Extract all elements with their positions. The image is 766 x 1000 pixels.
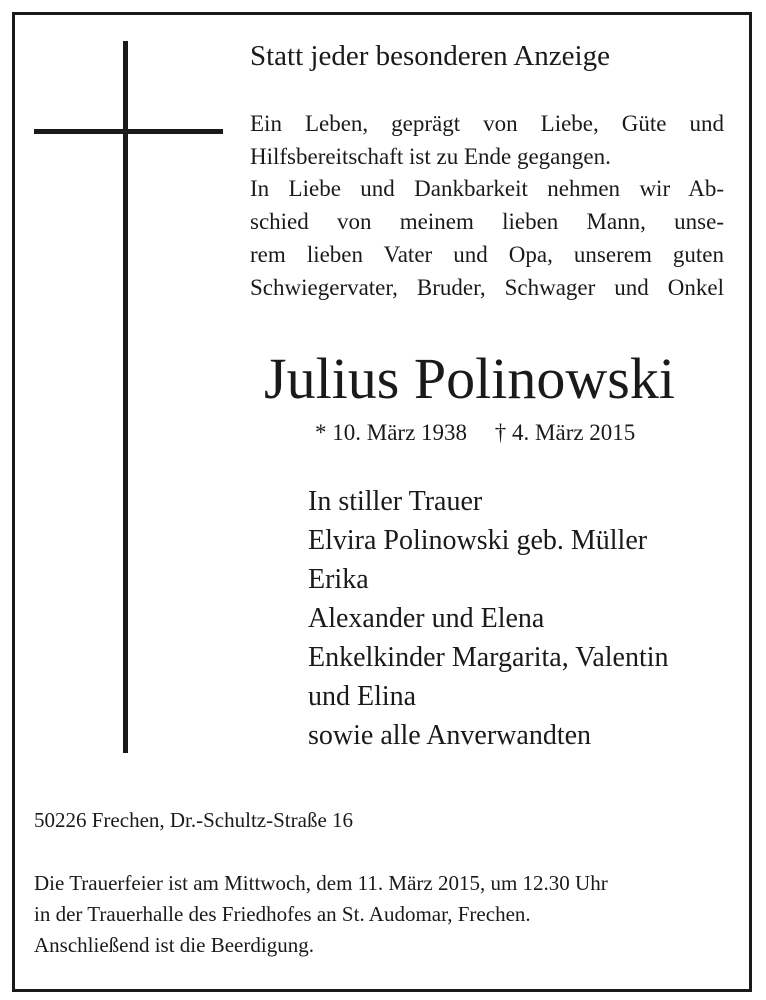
- mourners-line: Erika: [308, 564, 369, 595]
- intro-line: rem lieben Vater und Opa, unserem guten: [250, 241, 724, 267]
- mourners-line: sowie alle Anverwandten: [308, 720, 592, 751]
- mourners-list: [308, 482, 669, 755]
- notice-heading: Statt jeder besonderen Anzeige: [250, 40, 610, 72]
- family-address: 50226 Frechen, Dr.-Schultz-Straße 16: [34, 808, 354, 832]
- cross-icon-horizontal-bar: [34, 129, 223, 134]
- death-date: † 4. März 2015: [494, 420, 636, 445]
- mourners-line: Alexander und Elena: [308, 603, 545, 634]
- ceremony-line: in der Trauerhalle des Friedhofes an St. Audomar, Frechen.: [34, 902, 531, 926]
- cross-icon-vertical-bar: [123, 41, 128, 753]
- mourners-line: Enkelkinder Margarita, Valentin: [308, 642, 669, 673]
- mourners-line: und Elina: [308, 681, 417, 712]
- birth-date: * 10. März 1938: [315, 420, 468, 445]
- intro-line: Schwiegervater, Bruder, Schwager und Onkel: [250, 274, 724, 300]
- life-dates: [315, 418, 635, 448]
- intro-line: Hilfsbereitschaft ist zu Ende gegangen.: [250, 143, 611, 169]
- deceased-name: Julius Polinowski: [264, 346, 675, 411]
- intro-text: [250, 108, 724, 304]
- intro-line: In Liebe und Dankbarkeit nehmen wir Ab-: [250, 176, 724, 202]
- mourners-line: Elvira Polinowski geb. Müller: [308, 525, 648, 556]
- mourners-line: In stiller Trauer: [308, 486, 483, 517]
- intro-line: schied von meinem lieben Mann, unse-: [250, 209, 724, 235]
- ceremony-line: Die Trauerfeier ist am Mittwoch, dem 11. März 2015, um 12.30 Uhr: [34, 871, 608, 895]
- ceremony-info: [34, 868, 608, 961]
- ceremony-line: Anschließend ist die Beerdigung.: [34, 933, 314, 957]
- intro-line: Ein Leben, geprägt von Liebe, Güte und: [250, 111, 724, 136]
